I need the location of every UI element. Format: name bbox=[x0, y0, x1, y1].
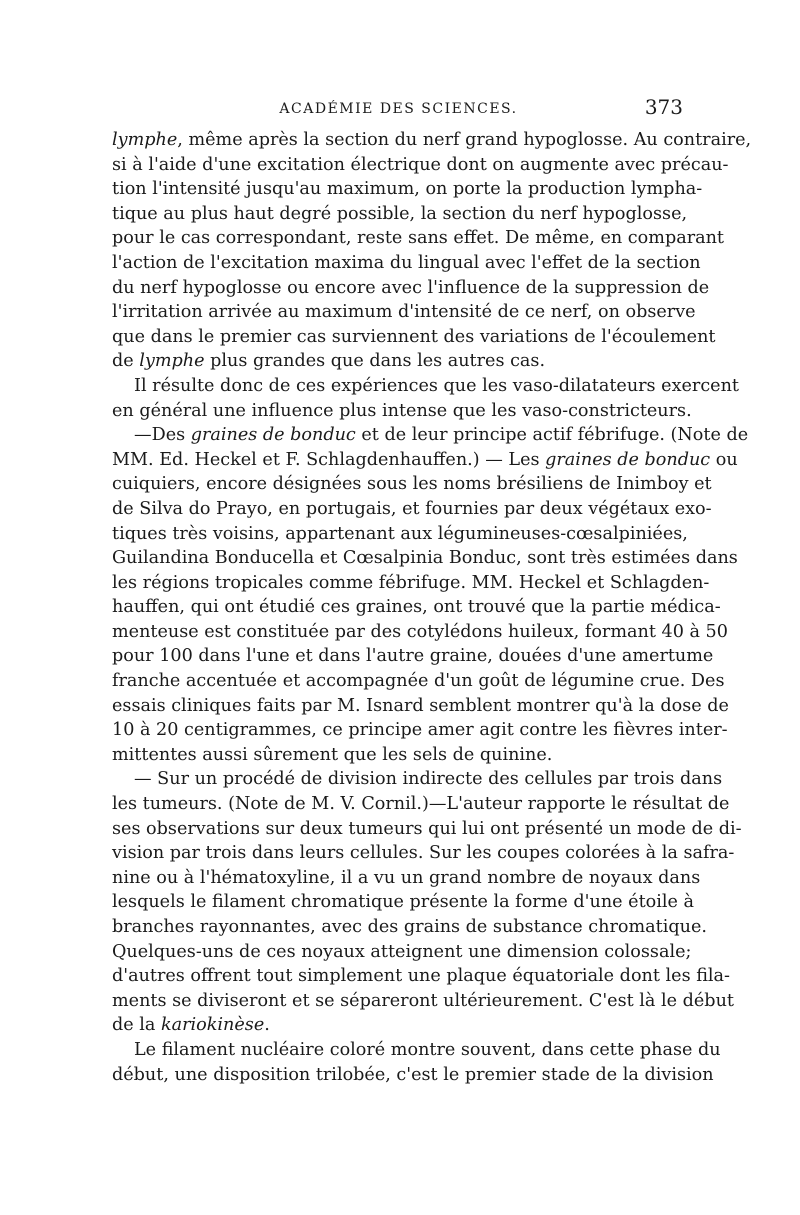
text-line bbox=[112, 890, 694, 915]
text-line bbox=[112, 1013, 686, 1038]
text-run: franche accentuée et accompagnée d'un goût de légumine crue. Des bbox=[112, 671, 725, 692]
paragraph bbox=[112, 128, 752, 374]
text-run: l'irritation arrivée au maximum d'intensité de ce nerf, on observe bbox=[112, 302, 696, 323]
text-line bbox=[112, 1038, 721, 1063]
text-line bbox=[112, 423, 749, 448]
text-run: si à l'aide d'une excitation électrique dont on augmente avec précau- bbox=[112, 154, 729, 175]
text-run: —Des bbox=[134, 425, 191, 446]
paragraph bbox=[112, 767, 742, 1038]
text-line bbox=[112, 571, 710, 596]
page-number: 373 bbox=[644, 95, 683, 119]
text-run: pour le cas correspondant, reste sans effet. De même, en comparant bbox=[112, 228, 724, 249]
text-line bbox=[112, 669, 725, 694]
text-run: hauffen, qui ont étudié ces graines, ont trouvé que la partie médica- bbox=[112, 597, 721, 618]
text-line bbox=[112, 374, 739, 399]
text-run: en général une influence plus intense que les vaso-constricteurs. bbox=[112, 400, 692, 421]
running-head: ACADÉMIE DES SCIENCES. bbox=[279, 101, 518, 117]
text-run: ses observations sur deux tumeurs qui lui ont présenté un mode de di- bbox=[112, 818, 742, 839]
text-run: . bbox=[264, 1015, 270, 1036]
text-line bbox=[112, 128, 752, 153]
italic-term: graines de bonduc bbox=[190, 425, 356, 446]
text-line bbox=[112, 276, 710, 301]
text-run: du nerf hypoglosse ou encore avec l'influence de la suppression de bbox=[112, 277, 710, 298]
text-line bbox=[112, 620, 728, 645]
text-line bbox=[112, 940, 692, 965]
text-line bbox=[112, 644, 714, 669]
body-text bbox=[112, 128, 752, 1087]
text-run: Guilandina Bonducella et Cœsalpinia Bonduc, sont très estimées dans bbox=[112, 548, 738, 569]
text-run: l'action de l'excitation maxima du lingual avec l'effet de la section bbox=[112, 252, 701, 273]
text-run: Le filament nucléaire coloré montre souvent, dans cette phase du bbox=[134, 1039, 721, 1060]
text-run: branches rayonnantes, avec des grains de substance chromatique. bbox=[112, 917, 707, 937]
text-line bbox=[112, 251, 701, 276]
text-line bbox=[112, 300, 696, 325]
text-run: Il résulte donc de ces expériences que les vaso-dilatateurs exercent bbox=[134, 375, 739, 396]
text-line bbox=[112, 817, 742, 842]
text-run: lesquels le filament chromatique présente la forme d'une étoile à bbox=[112, 892, 694, 913]
text-run: cuiquiers, encore désignées sous les noms brésiliens de Inimboy et bbox=[112, 474, 712, 495]
text-line bbox=[112, 743, 686, 768]
text-run: de Silva do Prayo, en portugais, et fournies par deux végétaux exo- bbox=[112, 498, 712, 519]
paragraph bbox=[112, 423, 749, 767]
text-run: et de leur principe actif fébrifuge. (Note de bbox=[355, 425, 749, 446]
text-run: menteuse est constituée par des cotylédons huileux, formant 40 à 50 bbox=[112, 621, 728, 642]
italic-term: lymphe bbox=[112, 130, 178, 150]
text-run: ments se diviseront et se sépareront ultérieurement. C'est là le début bbox=[112, 990, 734, 1011]
text-line bbox=[112, 448, 738, 473]
text-line bbox=[112, 964, 730, 989]
text-run: mittentes aussi sûrement que les sels de quinine. bbox=[112, 744, 553, 765]
text-run: , même après la section du nerf grand hypoglosse. Au contraire, bbox=[177, 130, 752, 150]
text-run: plus grandes que dans les autres cas. bbox=[204, 351, 546, 372]
text-line bbox=[112, 841, 735, 866]
text-run: de bbox=[112, 351, 140, 372]
text-run: Quelques-uns de ces noyaux atteignent une dimension colossale; bbox=[112, 941, 692, 962]
text-line bbox=[112, 1063, 714, 1088]
text-line bbox=[112, 177, 703, 202]
text-line bbox=[112, 767, 723, 792]
text-run: les tumeurs. (Note de M. V. Cornil.)—L'auteur rapporte le résultat de bbox=[112, 794, 730, 815]
text-line bbox=[112, 915, 707, 940]
text-run: de la bbox=[112, 1015, 161, 1036]
text-run: 10 à 20 centigrammes, ce principe amer agit contre les fièvres inter- bbox=[112, 720, 728, 741]
text-line bbox=[112, 226, 724, 251]
italic-term: graines de bonduc bbox=[545, 449, 711, 470]
paragraph bbox=[112, 374, 739, 423]
text-run: essais cliniques faits par M. Isnard semblent montrer qu'à la dose de bbox=[112, 695, 729, 716]
text-run: tiques très voisins, appartenant aux légumineuses-cœsalpiniées, bbox=[112, 523, 688, 544]
text-line bbox=[112, 153, 729, 178]
text-line bbox=[112, 497, 712, 522]
text-line bbox=[112, 325, 716, 350]
text-line bbox=[112, 694, 729, 719]
text-run: d'autres offrent tout simplement une plaque équatoriale dont les fila- bbox=[112, 966, 730, 987]
text-line bbox=[112, 546, 738, 571]
text-run: nine ou à l'hématoxyline, il a vu un grand nombre de noyaux dans bbox=[112, 867, 701, 888]
text-run: les régions tropicales comme fébrifuge. MM. Heckel et Schlagden- bbox=[112, 572, 710, 593]
text-run: ou bbox=[710, 449, 738, 470]
page-header bbox=[112, 95, 685, 125]
italic-term: lymphe bbox=[139, 351, 205, 372]
text-run: tique au plus haut degré possible, la section du nerf hypoglosse, bbox=[112, 203, 688, 224]
paragraph bbox=[112, 1038, 721, 1087]
text-run: MM. Ed. Heckel et F. Schlagdenhauffen.) — Les bbox=[112, 449, 546, 470]
text-line bbox=[112, 349, 686, 374]
text-run: pour 100 dans l'une et dans l'autre graine, douées d'une amertume bbox=[112, 646, 714, 667]
text-run: que dans le premier cas surviennent des variations de l'écoulement bbox=[112, 326, 716, 347]
text-line bbox=[112, 202, 686, 227]
text-line bbox=[112, 866, 701, 891]
text-line bbox=[112, 718, 728, 743]
text-run: début, une disposition trilobée, c'est le premier stade de la division bbox=[112, 1064, 714, 1085]
italic-term: kariokinèse bbox=[160, 1015, 265, 1036]
text-line bbox=[112, 595, 721, 620]
text-line bbox=[112, 792, 730, 817]
text-run: tion l'intensité jusqu'au maximum, on porte la production lympha- bbox=[112, 179, 703, 200]
text-line bbox=[112, 522, 686, 547]
text-run: — Sur un procédé de division indirecte des cellules par trois dans bbox=[134, 769, 723, 790]
text-line bbox=[112, 472, 712, 497]
text-line bbox=[112, 989, 734, 1014]
text-line bbox=[112, 399, 692, 424]
text-run: vision par trois dans leurs cellules. Sur les coupes colorées à la safra- bbox=[112, 843, 735, 864]
